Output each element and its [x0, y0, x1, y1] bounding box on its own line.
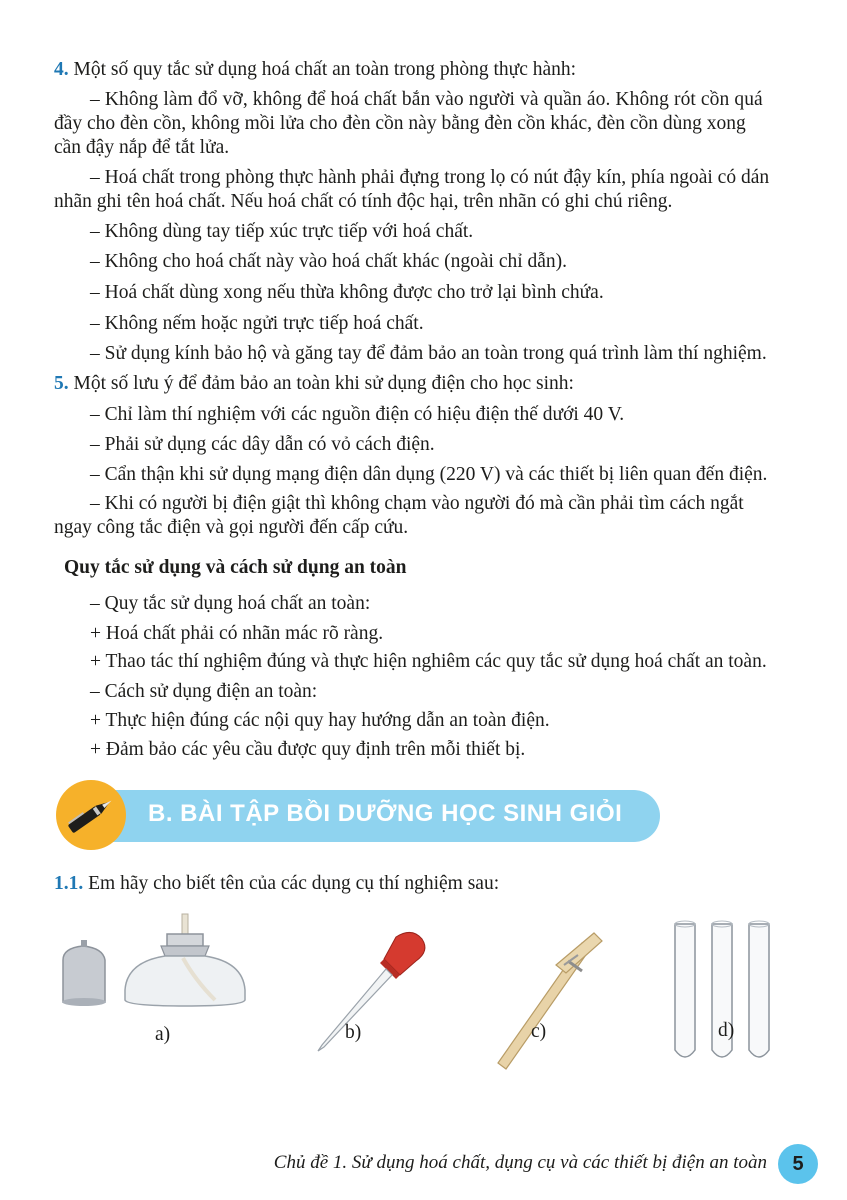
- dropper-illustration: [300, 925, 440, 1075]
- banner-icon-circle: [56, 780, 126, 850]
- caption-b: b): [345, 1022, 362, 1043]
- rules-line: + Thao tác thí nghiệm đúng và thực hiện nghiêm các quy tắc sử dụng hoá chất an toàn.: [90, 651, 767, 672]
- test-tubes-illustration: [665, 918, 785, 1070]
- section-4-line: – Hoá chất trong phòng thực hành phải đựng trong lọ có nút đậy kín, phía ngoài có dán: [90, 167, 770, 188]
- caption-a: a): [155, 1024, 171, 1045]
- rules-line: + Đảm bảo các yêu cầu được quy định trên mỗi thiết bị.: [90, 739, 526, 760]
- section-5-heading: [54, 372, 574, 396]
- section-4-line: – Không cho hoá chất này vào hoá chất khác (ngoài chỉ dẫn).: [90, 251, 568, 272]
- rules-line: – Cách sử dụng điện an toàn:: [90, 681, 318, 702]
- section-4-line: – Không nếm hoặc ngửi trực tiếp hoá chất.: [90, 313, 424, 334]
- test-tube-holder-illustration: [490, 925, 620, 1075]
- caption-d: d): [718, 1020, 735, 1041]
- section-4-number: 4.: [54, 59, 69, 80]
- section-5-line: – Chỉ làm thí nghiệm với các nguồn điện có hiệu điện thế dưới 40 V.: [90, 404, 625, 425]
- section-4-line: – Không làm đổ vỡ, không để hoá chất bắn vào người và quần áo. Không rót cồn quá: [90, 89, 763, 110]
- section-4-heading-text: Một số quy tắc sử dụng hoá chất an toàn trong phòng thực hành:: [73, 59, 577, 80]
- page-number: 5: [778, 1144, 818, 1184]
- section-5-number: 5.: [54, 373, 69, 394]
- caption-c: c): [531, 1021, 547, 1042]
- exercise-question: [54, 872, 499, 896]
- section-4-line: – Hoá chất dùng xong nếu thừa không được cho trở lại bình chứa.: [90, 282, 604, 303]
- exercise-question-text: Em hãy cho biết tên của các dụng cụ thí nghiệm sau:: [88, 873, 500, 894]
- section-4-line: nhãn ghi tên hoá chất. Nếu hoá chất có tính độc hại, trên nhãn có ghi chú riêng.: [54, 191, 673, 212]
- section-4-line: – Không dùng tay tiếp xúc trực tiếp với hoá chất.: [90, 221, 474, 242]
- section-5-line: ngay công tắc điện và gọi người đến cấp cứu.: [54, 517, 409, 538]
- rules-line: + Thực hiện đúng các nội quy hay hướng dẫn an toàn điện.: [90, 710, 550, 731]
- alcohol-lamp-illustration: [55, 910, 265, 1010]
- section-4-line: đầy cho đèn cồn, không mồi lửa cho đèn cồn này bằng đèn cồn khác, đèn cồn dùng xong: [54, 113, 746, 134]
- exercise-number: 1.1.: [54, 873, 84, 894]
- section-4-line: – Sử dụng kính bảo hộ và găng tay để đảm bảo an toàn trong quá trình làm thí nghiệm.: [90, 343, 767, 364]
- rules-line: – Quy tắc sử dụng hoá chất an toàn:: [90, 593, 371, 614]
- section-4-heading: [54, 58, 576, 82]
- rules-line: + Hoá chất phải có nhãn mác rõ ràng.: [90, 623, 384, 644]
- fountain-pen-icon: [56, 780, 126, 850]
- rules-heading: Quy tắc sử dụng và cách sử dụng an toàn: [64, 557, 407, 578]
- section-5-heading-text: Một số lưu ý để đảm bảo an toàn khi sử dụng điện cho học sinh:: [73, 373, 574, 394]
- section-b-title: B. BÀI TẬP BỒI DƯỠNG HỌC SINH GIỎI: [148, 800, 623, 827]
- section-4-line: cần đậy nắp để tắt lửa.: [54, 137, 230, 158]
- section-5-line: – Khi có người bị điện giật thì không chạm vào người đó mà cần phải tìm cách ngắt: [90, 493, 744, 514]
- footer-topic: Chủ đề 1. Sử dụng hoá chất, dụng cụ và các thiết bị điện an toàn: [273, 1152, 767, 1173]
- section-5-line: – Cẩn thận khi sử dụng mạng điện dân dụng (220 V) và các thiết bị liên quan đến điện.: [90, 464, 768, 485]
- section-5-line: – Phải sử dụng các dây dẫn có vỏ cách điện.: [90, 434, 435, 455]
